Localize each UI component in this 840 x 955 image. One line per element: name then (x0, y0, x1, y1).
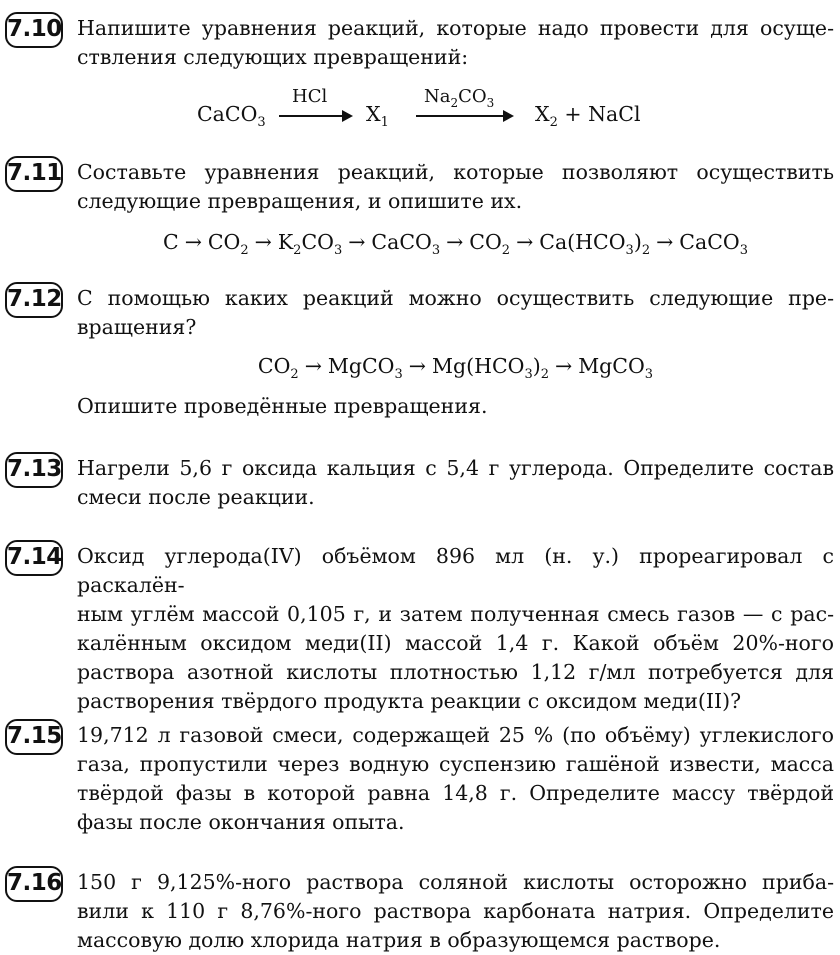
transformation-chain (77, 354, 834, 382)
problem-text (77, 868, 834, 955)
text-line: ствления следующих превращений: (77, 45, 469, 69)
arrow-icon: → (184, 230, 202, 254)
species: $Ca(HCO_3)_2$ (539, 230, 651, 258)
text-line: Составьте уравнения реакций, которые позволяют осуществить (77, 160, 834, 184)
text-line: Напишите уравнения реакций, которые надо провести для осуще- (77, 16, 834, 40)
arrow-icon: → (516, 230, 534, 254)
problem-number: 7.13 (5, 452, 63, 488)
text-line: 19,712 л газовой смеси, содержащей 25 % (по объёму) углекислого (77, 723, 834, 747)
species: C (163, 230, 179, 254)
problem-text (77, 721, 834, 837)
problem-text (77, 542, 834, 716)
species: $CO_2$ (207, 230, 249, 258)
text-line: вили к 110 г 8,76%-ного раствора карбоната натрия. Определите (77, 899, 834, 923)
species: $K_2CO_3$ (277, 230, 343, 258)
text-line: раствора азотной кислоты плотностью 1,12 г/мл потребуется для (77, 660, 834, 684)
arrow-icon: → (555, 354, 573, 378)
species: MgCO$_3$ (327, 354, 403, 382)
arrow-icon: → (656, 230, 674, 254)
problem-number: 7.12 (5, 282, 63, 318)
species: $CO_2$ (257, 354, 299, 382)
text-line: фазы после окончания опыта. (77, 810, 405, 834)
problem-number: 7.15 (5, 719, 63, 755)
scheme-start: CaCO$_3$ (197, 102, 266, 130)
text-line: Оксид углерода(IV) объёмом 896 мл (н. у.) прореагировал с раскалён- (77, 544, 834, 597)
arrow-icon: → (254, 230, 272, 254)
scheme-end: $X_2$ + NaCl (535, 102, 641, 130)
reaction-scheme (0, 88, 840, 148)
text-line: смеси после реакции. (77, 485, 315, 509)
scheme-mid: $X_1$ (366, 102, 389, 130)
text-line: С помощью каких реакций можно осуществить следующие пре- (77, 286, 834, 310)
problem-text (77, 14, 834, 72)
problem-text (77, 158, 834, 216)
text-line: Опишите проведённые превращения. (77, 394, 488, 418)
transformation-chain (77, 230, 834, 258)
arrow-icon: → (446, 230, 464, 254)
species: CaCO$_3$ (371, 230, 441, 258)
arrow2-label: $Na_2CO_3$ (424, 86, 495, 110)
text-line: газа, пропустили через водную суспензию гашёной извести, масса (77, 752, 834, 776)
species: $CO_2$ (469, 230, 511, 258)
problem-number: 7.16 (5, 866, 63, 902)
text-line: калённым оксидом меди(II) массой 1,4 г. Какой объём 20%-ного (77, 631, 834, 655)
arrow1-label: HCl (292, 86, 328, 107)
species: MgCO$_3$ (578, 354, 654, 382)
species: $Mg(HCO_3)_2$ (431, 354, 549, 382)
text-line: массовую долю хлорида натрия в образующемся растворе. (77, 928, 721, 952)
problem-number: 7.11 (5, 156, 63, 192)
text-line: вращения? (77, 315, 197, 339)
problem-text (77, 284, 834, 342)
reaction-arrow-1 (279, 115, 351, 117)
text-line: твёрдой фазы в которой равна 14,8 г. Определите массу твёрдой (77, 781, 834, 805)
arrow-icon: → (408, 354, 426, 378)
text-line: следующие превращения, и опишите их. (77, 189, 523, 213)
arrow-icon: → (304, 354, 322, 378)
problem-number: 7.10 (5, 12, 63, 48)
text-line: Нагрели 5,6 г оксида кальция с 5,4 г углерода. Определите состав (77, 456, 834, 480)
text-line: 150 г 9,125%-ного раствора соляной кислоты осторожно приба- (77, 870, 834, 894)
arrow-icon: → (348, 230, 366, 254)
species: CaCO$_3$ (679, 230, 748, 258)
text-line: ным углём массой 0,105 г, и затем полученная смесь газов — с рас- (77, 602, 834, 626)
problem-text-after (77, 392, 834, 421)
reaction-arrow-2 (416, 115, 512, 117)
problem-number: 7.14 (5, 540, 63, 576)
problem-text (77, 454, 834, 512)
text-line: растворения твёрдого продукта реакции с оксидом меди(II)? (77, 689, 742, 713)
